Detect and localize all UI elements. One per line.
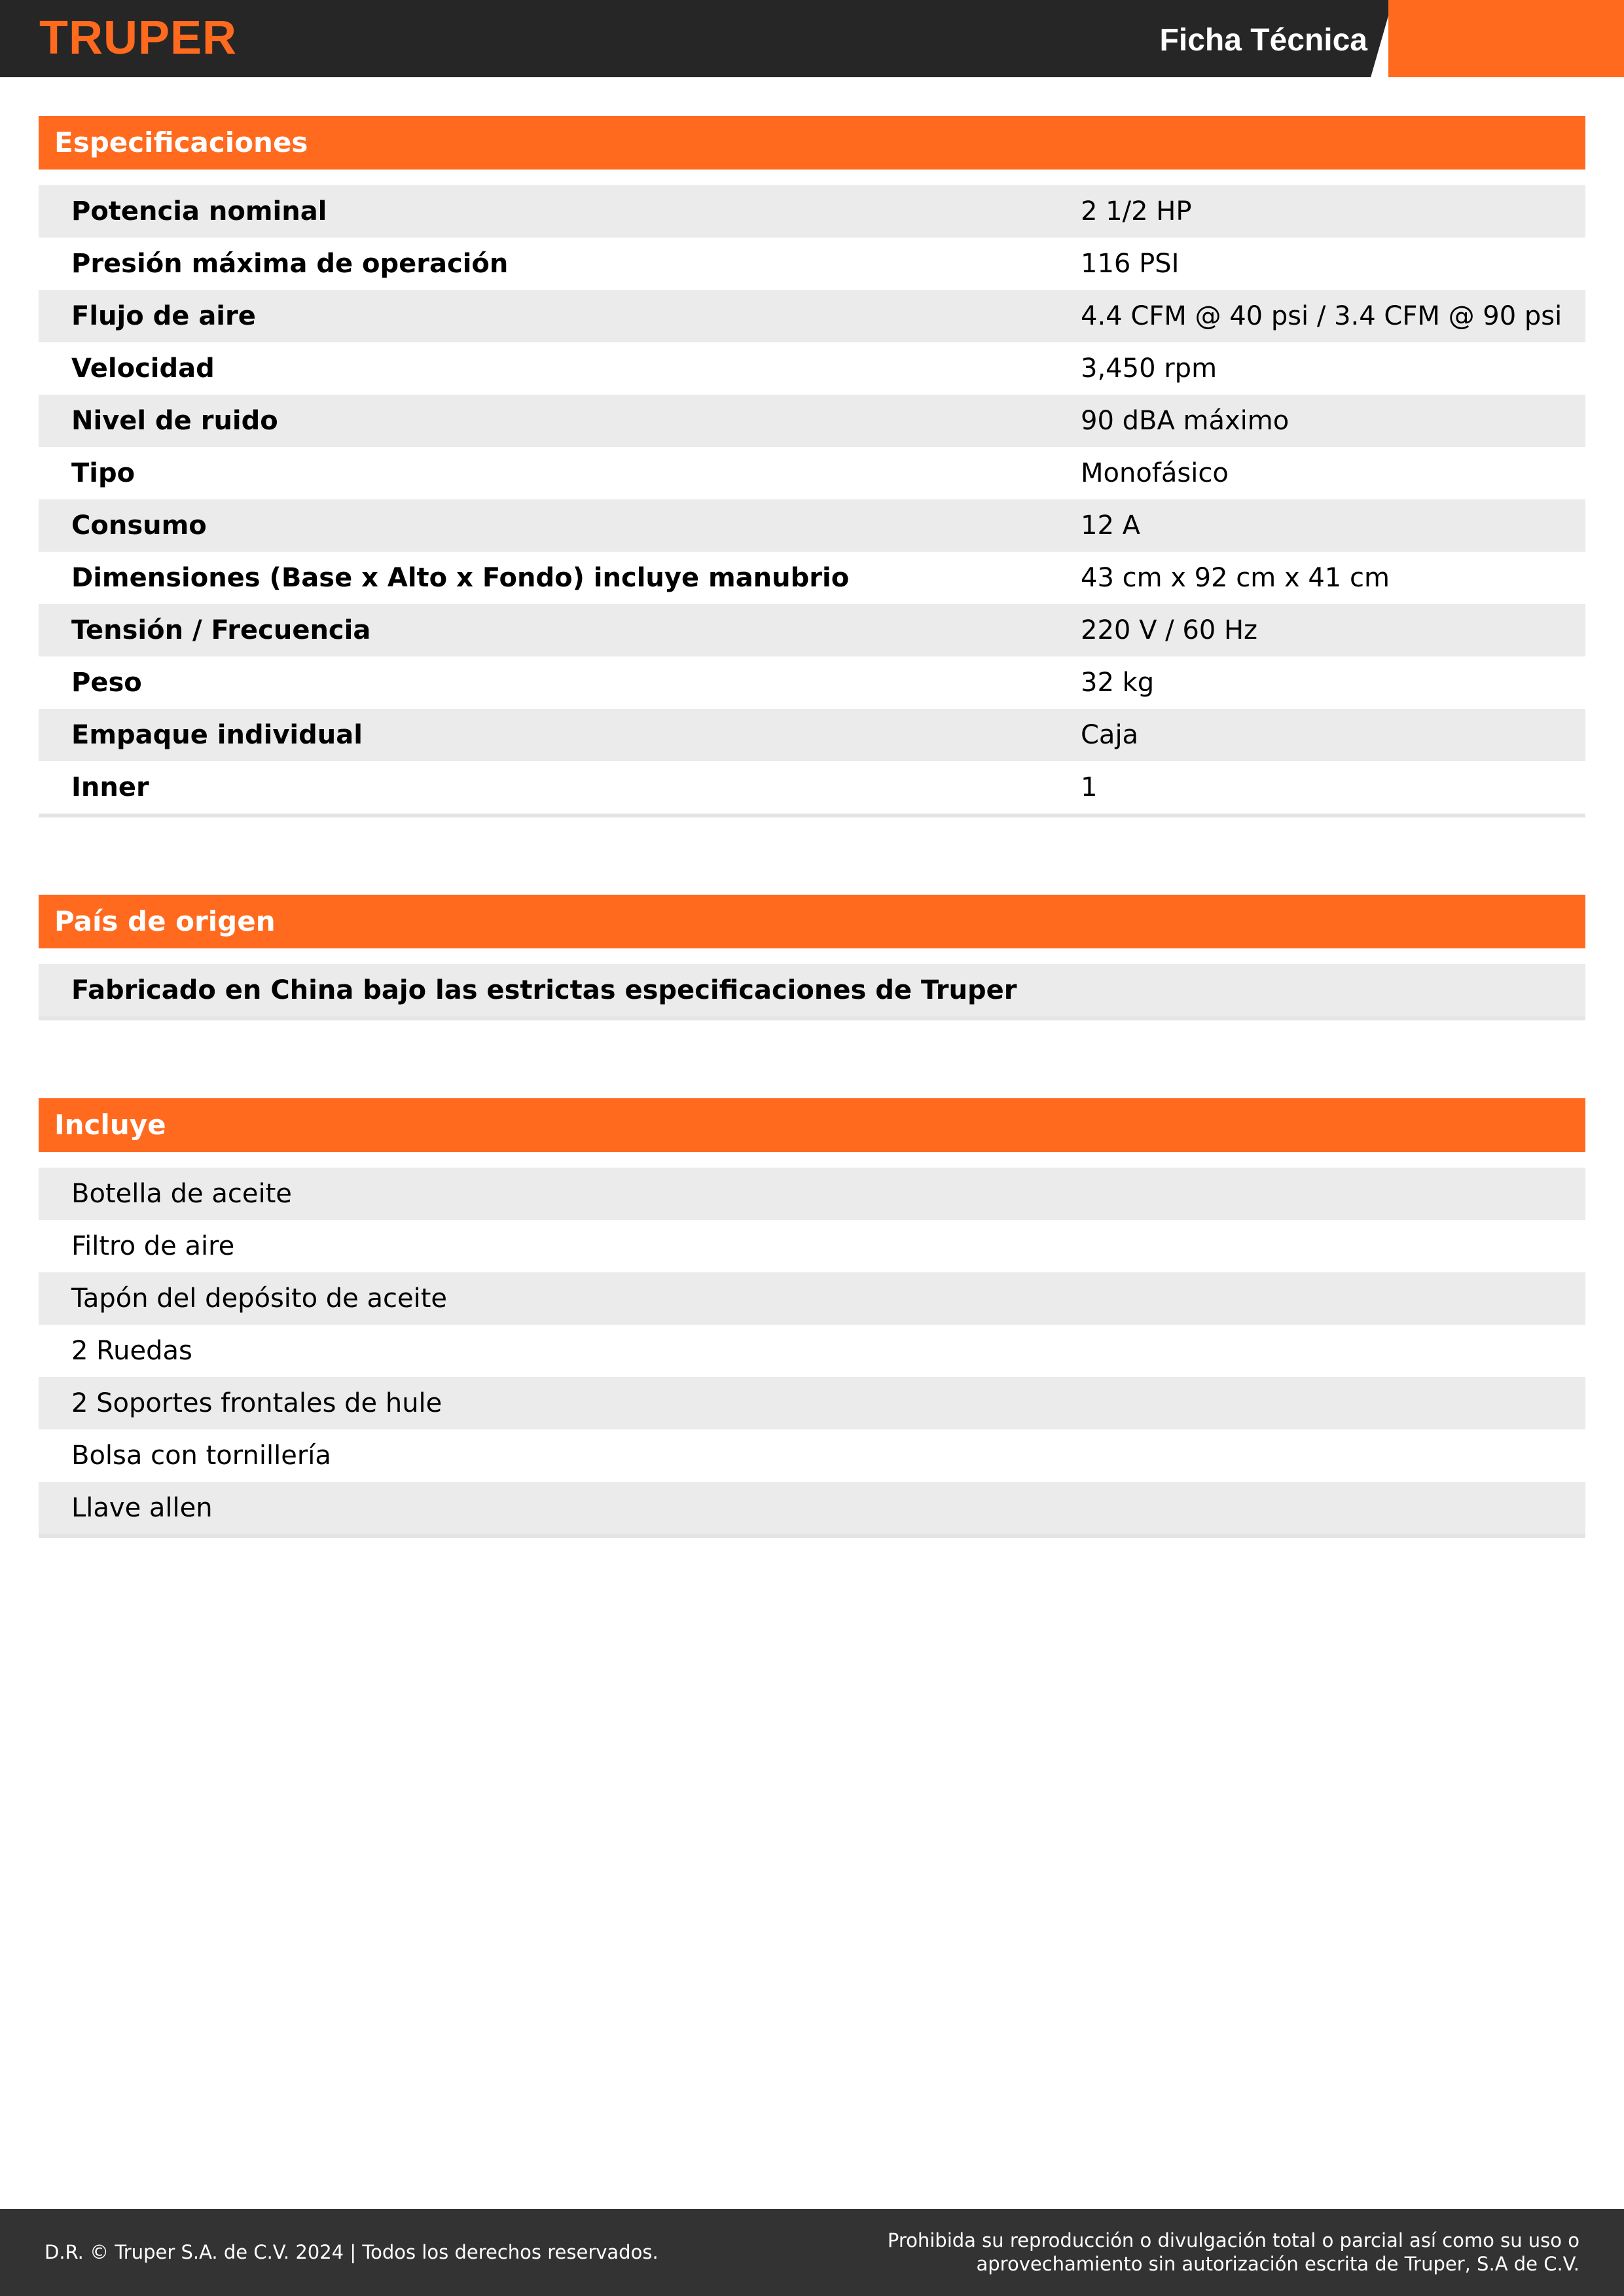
spec-row bbox=[39, 290, 1585, 342]
spec-row bbox=[39, 709, 1585, 761]
list-item bbox=[39, 1377, 1585, 1429]
origin-heading: País de origen bbox=[39, 895, 1585, 948]
spec-value: 32 kg bbox=[1081, 668, 1155, 698]
spec-label: Peso bbox=[71, 668, 142, 698]
list-item bbox=[39, 1220, 1585, 1272]
legal-notice-line: Prohibida su reproducción o divulgación total o parcial así como su uso o bbox=[887, 2229, 1579, 2251]
spec-value: Caja bbox=[1081, 720, 1139, 750]
include-item-text: Llave allen bbox=[71, 1493, 213, 1523]
list-item bbox=[39, 1429, 1585, 1482]
truper-logo: TRUPER bbox=[39, 12, 238, 64]
specifications-table bbox=[39, 185, 1585, 817]
spec-value: 43 cm x 92 cm x 41 cm bbox=[1081, 563, 1390, 593]
spec-value: 2 1/2 HP bbox=[1081, 196, 1192, 226]
spec-label: Tensión / Frecuencia bbox=[71, 615, 371, 645]
spec-row bbox=[39, 395, 1585, 447]
spec-label: Inner bbox=[71, 772, 149, 802]
includes-list bbox=[39, 1168, 1585, 1538]
header-accent-stripe bbox=[1388, 0, 1624, 77]
specifications-heading: Especificaciones bbox=[39, 116, 1585, 170]
legal-notice-line: aprovechamiento sin autorización escrita de Truper, S.A de C.V. bbox=[976, 2253, 1579, 2275]
spec-label: Consumo bbox=[71, 511, 207, 541]
spec-value: 90 dBA máximo bbox=[1081, 406, 1290, 436]
spec-row bbox=[39, 761, 1585, 814]
includes-heading: Incluye bbox=[39, 1098, 1585, 1152]
spec-label: Tipo bbox=[71, 458, 135, 488]
origin-text: Fabricado en China bajo las estrictas especificaciones de Truper bbox=[71, 975, 1017, 1005]
spec-value: 220 V / 60 Hz bbox=[1081, 615, 1258, 645]
spec-value: Monofásico bbox=[1081, 458, 1229, 488]
spec-value: 116 PSI bbox=[1081, 249, 1180, 279]
specifications-section bbox=[39, 116, 1585, 817]
origin-table bbox=[39, 964, 1585, 1020]
spec-label: Dimensiones (Base x Alto x Fondo) incluye manubrio bbox=[71, 563, 850, 593]
include-item-text: 2 Soportes frontales de hule bbox=[71, 1388, 442, 1418]
list-item bbox=[39, 1272, 1585, 1325]
spec-row bbox=[39, 447, 1585, 499]
page-title: Ficha Técnica bbox=[1159, 23, 1367, 58]
list-item bbox=[39, 1325, 1585, 1377]
list-item bbox=[39, 1168, 1585, 1220]
page-header bbox=[0, 0, 1624, 77]
spec-label: Velocidad bbox=[71, 353, 215, 384]
spec-label: Nivel de ruido bbox=[71, 406, 278, 436]
page-footer bbox=[0, 2209, 1624, 2296]
copyright-text: D.R. © Truper S.A. de C.V. 2024 | Todos los derechos reservados. bbox=[45, 2241, 659, 2263]
spec-label: Empaque individual bbox=[71, 720, 363, 750]
include-item-text: Filtro de aire bbox=[71, 1231, 235, 1261]
spec-row bbox=[39, 604, 1585, 656]
spec-row bbox=[39, 238, 1585, 290]
list-item bbox=[39, 1482, 1585, 1534]
origin-section bbox=[39, 895, 1585, 1020]
spec-label: Presión máxima de operación bbox=[71, 249, 509, 279]
spec-row bbox=[39, 499, 1585, 552]
include-item-text: Tapón del depósito de aceite bbox=[71, 1283, 448, 1314]
spec-label: Potencia nominal bbox=[71, 196, 327, 226]
spec-row bbox=[39, 342, 1585, 395]
legal-notice bbox=[888, 2229, 1579, 2276]
spec-label: Flujo de aire bbox=[71, 301, 256, 331]
spec-value: 1 bbox=[1081, 772, 1098, 802]
spec-value: 3,450 rpm bbox=[1081, 353, 1218, 384]
spec-value: 4.4 CFM @ 40 psi / 3.4 CFM @ 90 psi bbox=[1081, 301, 1562, 331]
include-item-text: 2 Ruedas bbox=[71, 1336, 192, 1366]
origin-row bbox=[39, 964, 1585, 1016]
spec-row bbox=[39, 656, 1585, 709]
includes-section bbox=[39, 1098, 1585, 1538]
spec-row bbox=[39, 185, 1585, 238]
include-item-text: Botella de aceite bbox=[71, 1179, 292, 1209]
spec-value: 12 A bbox=[1081, 511, 1140, 541]
spec-row bbox=[39, 552, 1585, 604]
include-item-text: Bolsa con tornillería bbox=[71, 1441, 331, 1471]
